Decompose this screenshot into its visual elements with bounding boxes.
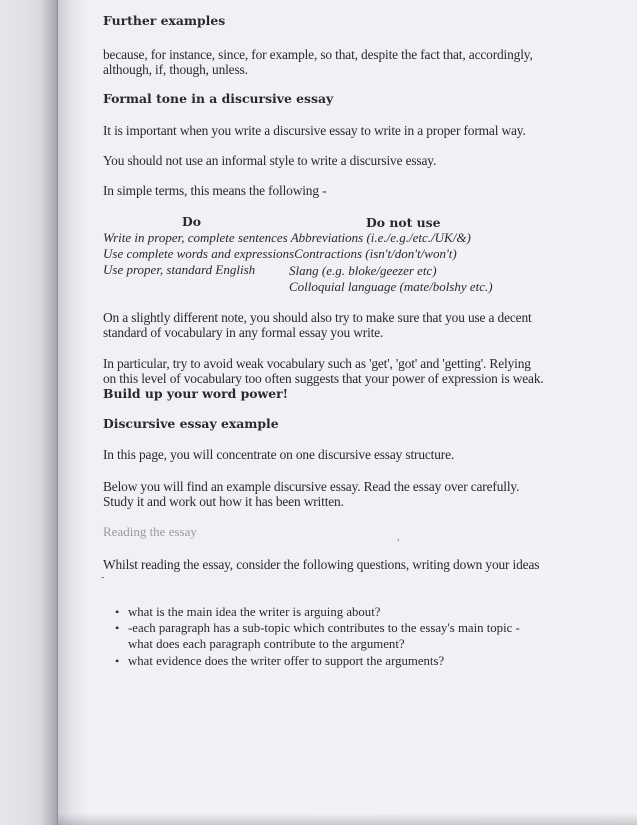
stray-mark: , [397,532,400,543]
word-power-callout: Build up your word power! [103,386,289,401]
do-not-use-column-header: Do not use [366,215,441,230]
vocabulary-paragraph-1-line-1: On a slightly different note, you should also try to make sure that you use a decent [103,310,532,325]
essay-example-paragraph-2-line-2: Study it and work out how it has been written. [103,494,344,509]
formal-tone-heading: Formal tone in a discursive essay [103,91,334,106]
bullet-item-3: what evidence does the writer offer to support the arguments? [128,654,445,668]
reading-intro: Whilst reading the essay, consider the following questions, writing down your ideas [103,557,540,572]
do-column-header: Do [182,214,202,229]
bullet-icon: • [115,621,120,635]
book-gutter [0,0,58,825]
bullet-icon: • [115,654,120,668]
do-table-row-3-left: Use proper, standard English [103,262,256,277]
do-table-row-4-right: Colloquial language (mate/bolshy etc.) [289,279,493,294]
further-examples-line-1: because, for instance, since, for example, so that, despite the fact that, accordingly, [103,47,533,62]
vocabulary-paragraph-2-line-1: In particular, try to avoid weak vocabulary such as 'get', 'got' and 'getting'. Relying [103,356,531,371]
bullet-icon: • [115,605,120,619]
formal-tone-paragraph-2: You should not use an informal style to write a discursive essay. [103,153,437,168]
essay-example-paragraph-2-line-1: Below you will find an example discursive essay. Read the essay over carefully. [103,479,520,494]
do-table-row-1: Write in proper, complete sentences Abbreviations (i.e./e.g./etc./UK/&) [103,230,471,245]
vocabulary-paragraph-1-line-2: standard of vocabulary in any formal essay you write. [103,325,384,340]
bullet-item-1: what is the main idea the writer is arguing about? [128,605,381,619]
bullet-item-2: -each paragraph has a sub-topic which contributes to the essay's main topic - [128,621,520,635]
bullet-item-2-continuation: what does each paragraph contribute to the argument? [128,637,405,651]
further-examples-line-2: although, if, though, unless. [103,62,248,77]
formal-tone-paragraph-1: It is important when you write a discursive essay to write in a proper formal way. [103,123,526,138]
further-examples-heading: Further examples [103,13,226,28]
essay-example-paragraph-1: In this page, you will concentrate on one discursive essay structure. [103,447,455,462]
formal-tone-paragraph-3: In simple terms, this means the following - [103,183,327,198]
do-table-row-2: Use complete words and expressionsContractions (isn't/don't/won't) [103,246,457,261]
vocabulary-paragraph-2-line-2: on this level of vocabulary too often suggests that your power of expression is weak. [103,371,544,386]
stray-dash-mark: - [101,572,105,583]
do-table-row-3-right: Slang (e.g. bloke/geezer etc) [289,263,437,278]
essay-example-heading: Discursive essay example [103,416,279,431]
page-bottom-shadow [58,813,637,825]
reading-essay-heading: Reading the essay [103,524,197,539]
